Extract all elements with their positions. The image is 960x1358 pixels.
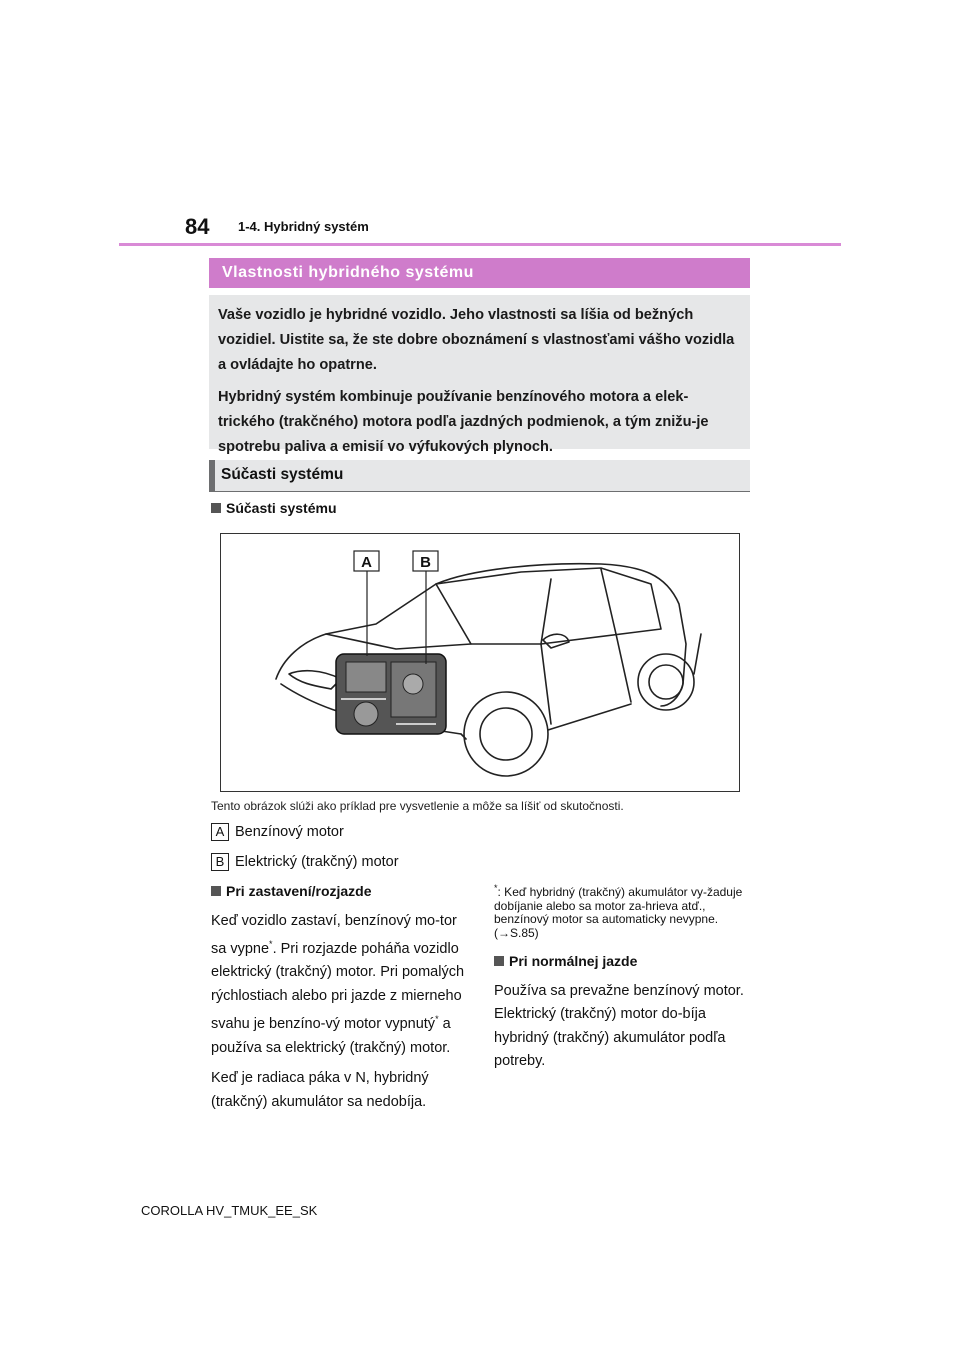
hood-line (326, 634, 471, 649)
front-wheel-rim (480, 708, 532, 760)
headlight (289, 671, 341, 689)
legend-item-a (211, 823, 344, 841)
legend-text-b: Elektrický (trakčný) motor (235, 853, 399, 870)
left-p1-part-a: Keď vozidlo zastaví, benzínový mo-tor sa vypne (211, 912, 457, 957)
right-paragraph-1: Používa sa prevažne benzínový motor. Elektrický (trakčný) motor do-bíja hybridný (trakčný) akumulátor podľa potreby. (494, 982, 744, 1069)
lower-body-lines (461, 634, 701, 739)
square-bullet-icon (211, 503, 221, 513)
header-rule (119, 243, 841, 246)
subsection-header: Súčasti systému (209, 460, 750, 492)
car-drawing (221, 534, 739, 791)
rear-wheel-rim (649, 665, 683, 699)
legend-item-b (211, 853, 399, 871)
footnote-text: : Keď hybridný (trakčný) akumulátor vy-žaduje dobíjanie alebo sa motor za-hrieva atď., benzínový motor sa automaticky nevypne. (→S.85) (494, 885, 743, 940)
left-p1-part-c: a používa sa elektrický (trakčný) motor. (211, 1016, 451, 1056)
chapter-title: 1-4. Hybridný systém (238, 219, 369, 234)
intro-box (209, 295, 750, 455)
page-number: 84 (185, 214, 210, 239)
intro-paragraph-2: Hybridný systém kombinuje používanie benzínového motora a elek-trického (trakčného) motora podľa jazdných podmienok, a tým znižu-je spotrebu paliva a emisií vo výfukových plynoch. (218, 389, 709, 455)
intro-paragraph-1: Vaše vozidlo je hybridné vozidlo. Jeho vlastnosti sa líšia od bežných vozidiel. Uistite sa, že ste dobre oboznámení s vlastnosťami vášho vozidla a ovládajte ho opatrne. (218, 307, 735, 373)
label-a: A (361, 554, 372, 571)
window-pillar-rear (601, 569, 616, 634)
car-illustration (220, 533, 740, 792)
left-p1-part-b: . Pri rozjazde poháňa vozidlo elektrický (trakčný) motor. Pri pomalých rýchlostiach alebo pri jazde z mierneho svahu je benzíno-vý motor vypnutý (211, 940, 465, 1033)
footnote-mark: * (494, 883, 498, 893)
footnote-mark: * (435, 1014, 439, 1025)
right-heading (494, 950, 756, 975)
left-heading (211, 880, 473, 905)
right-heading-text: Pri normálnej jazde (509, 953, 638, 969)
footnote-mark: * (269, 939, 273, 949)
subsection-heading-text: Súčasti systému (226, 500, 337, 516)
left-paragraph-1 (211, 910, 473, 1061)
left-paragraph-2: Keď je radiaca páka v N, hybridný (trakčný) akumulátor sa nedobíja. (211, 1070, 429, 1110)
square-bullet-icon (211, 886, 221, 896)
footer-model-code: COROLLA HV_TMUK_EE_SK (141, 1203, 318, 1218)
rear-wheel (638, 654, 694, 710)
window-pillar (541, 579, 551, 644)
square-bullet-icon (494, 956, 504, 966)
footnote (494, 882, 756, 940)
left-heading-text: Pri zastavení/rozjazde (226, 883, 372, 899)
car-windows-outline (436, 568, 661, 644)
figure-caption: Tento obrázok slúži ako príklad pre vysvetlenie a môže sa líšiť od skutočnosti. (211, 799, 624, 813)
legend-text-a: Benzínový motor (235, 823, 344, 840)
right-column (494, 882, 756, 1081)
legend-key-b: B (211, 853, 229, 871)
front-wheel (464, 692, 548, 776)
legend-key-a: A (211, 823, 229, 841)
left-column (211, 880, 473, 1121)
section-title-bar: Vlastnosti hybridného systému (209, 258, 750, 288)
subsection-heading (211, 500, 337, 518)
engine-assembly (336, 654, 446, 734)
label-b: B (420, 554, 431, 571)
